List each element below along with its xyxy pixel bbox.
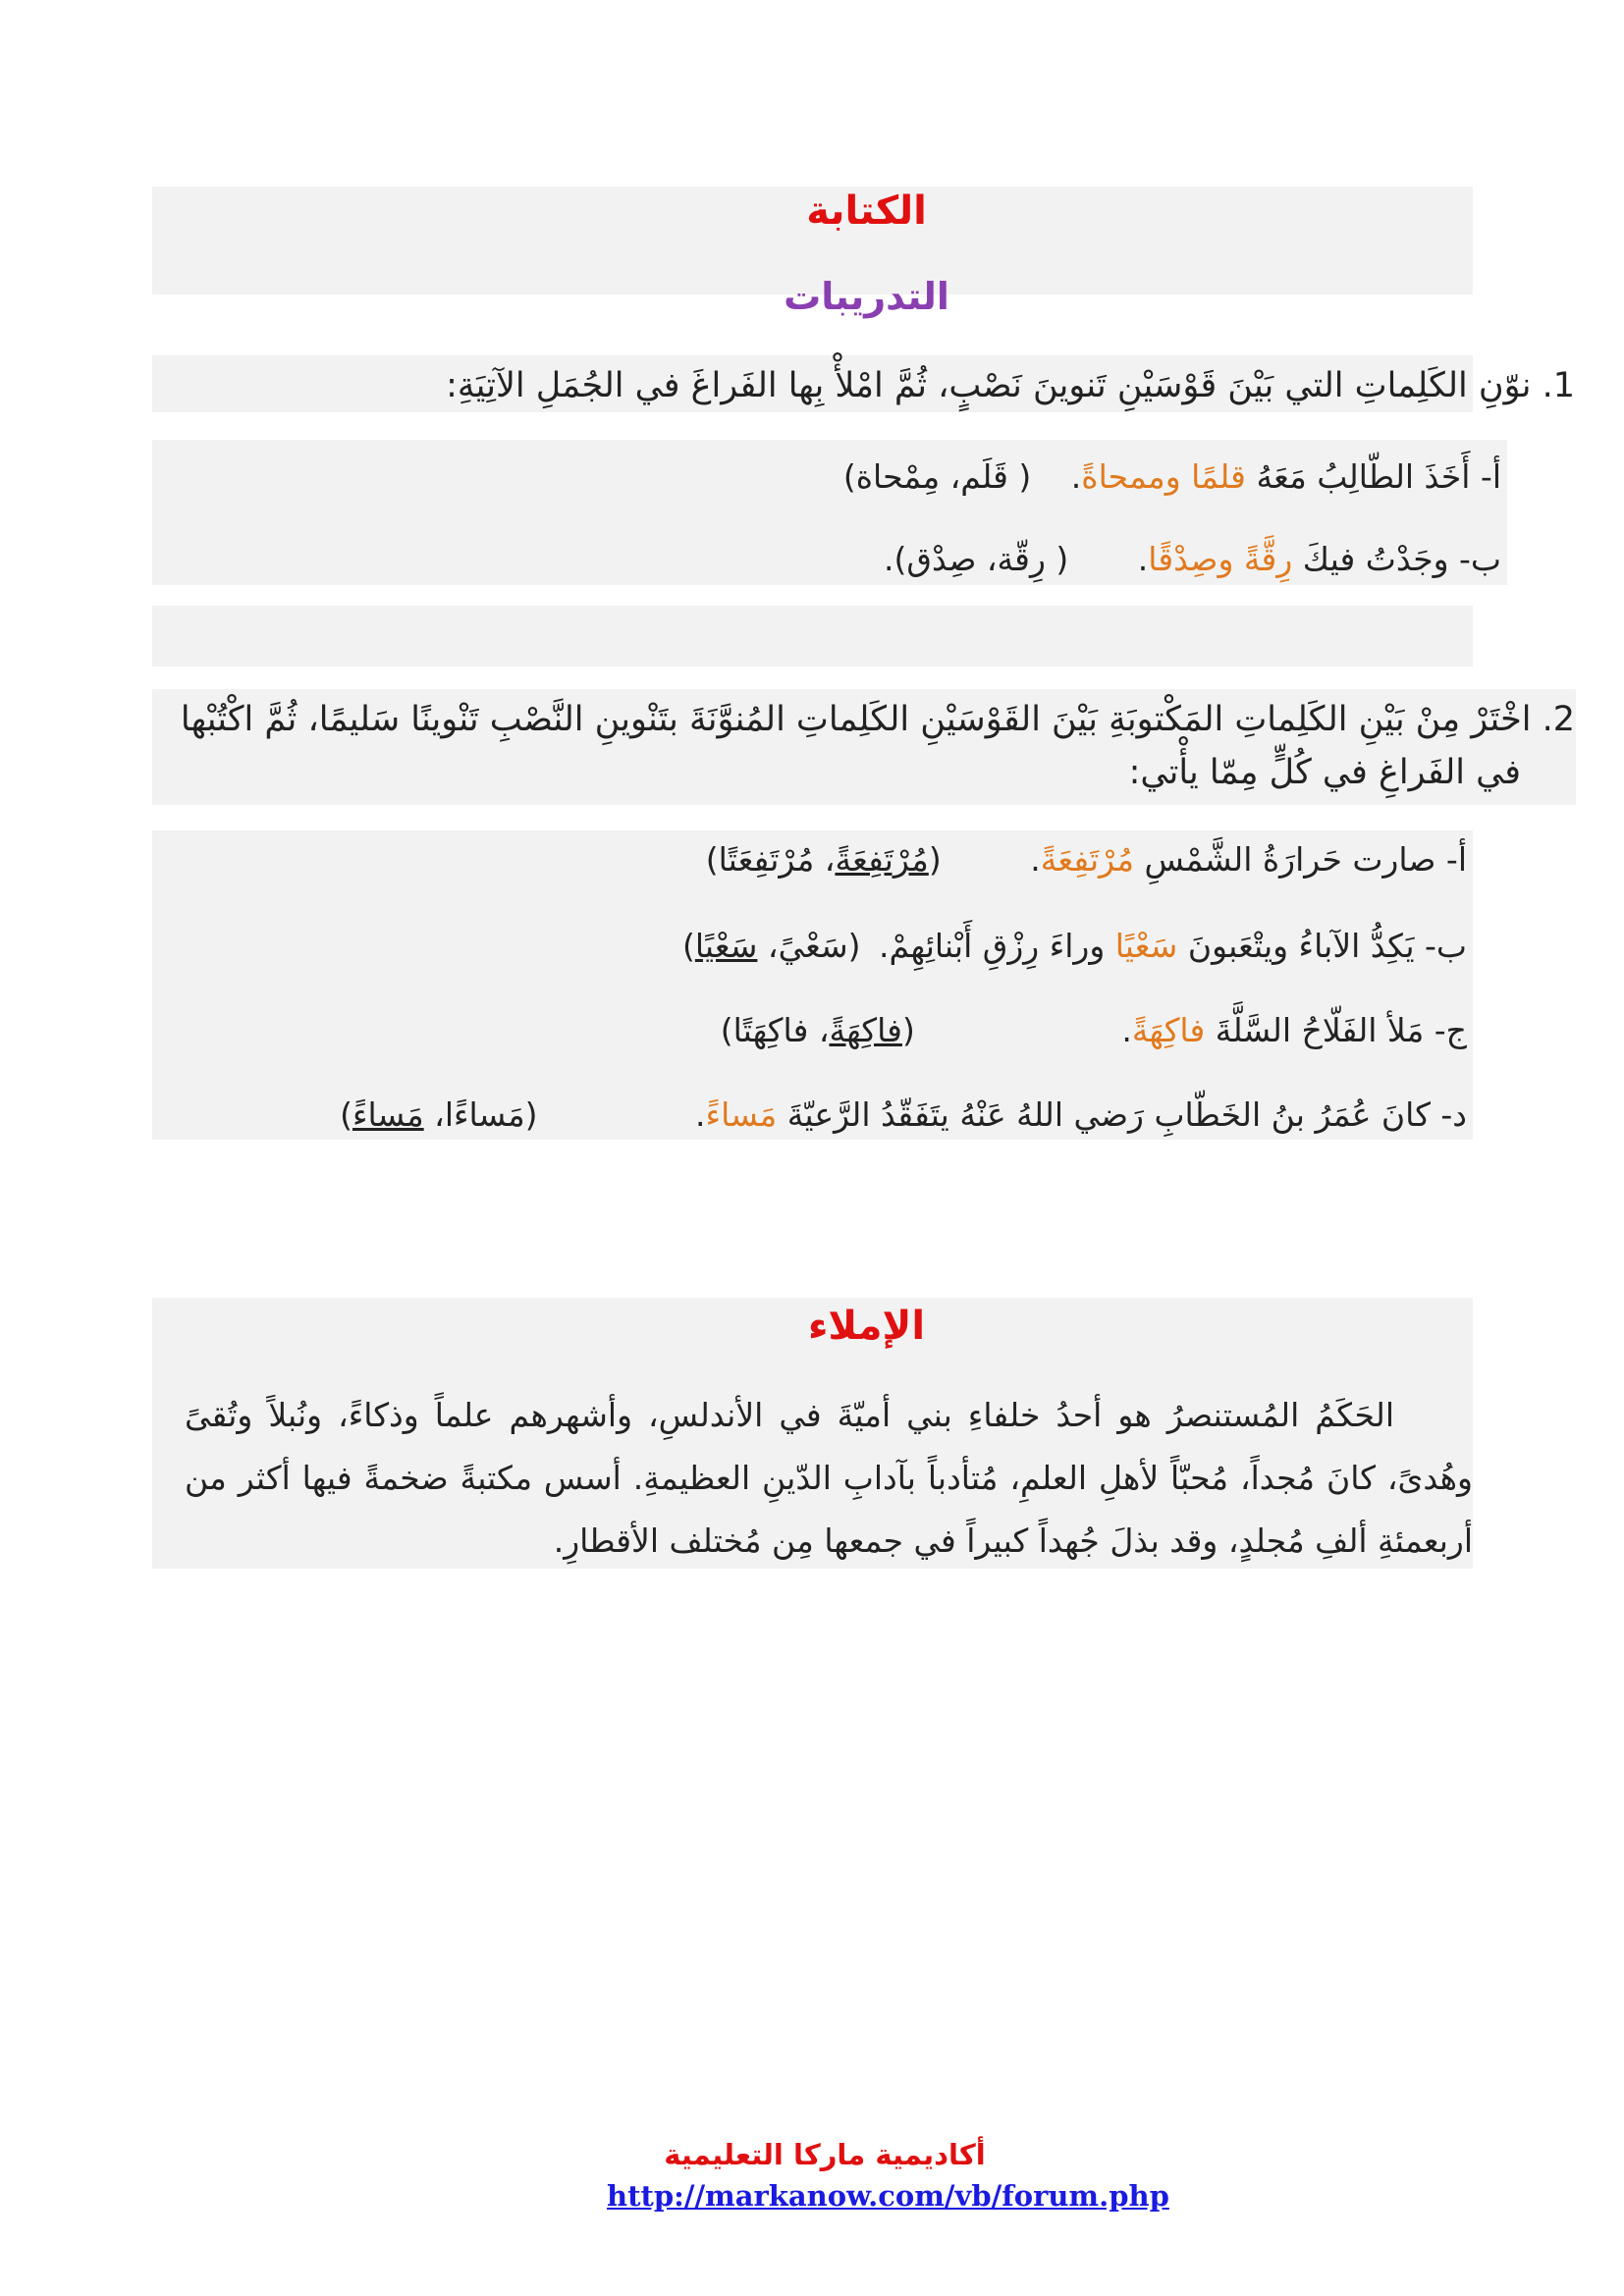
q2-item-b-options: (سَعْيً، سَعْيًا) [681, 927, 861, 965]
q2-item-c-answer: فاكِهَةً [1131, 1011, 1206, 1049]
q2-instruction-line2: في الفَراغِ في كُلٍّ مِمّا يأْتي: [1128, 753, 1521, 792]
academy-name: أكاديمية ماركا التعليمية [664, 2138, 986, 2171]
empty-band [152, 606, 1473, 667]
q1-item-b-answer: رِقَّةً وصِدْقًا [1148, 540, 1293, 578]
q2-item-d: د- كانَ عُمَرُ بنُ الخَطّابِ رَضي اللهُ عَنْهُ يتَفَقّدُ الرَّعيّةَ مَساءً. (مَساءًا، مَساءً) [340, 1092, 1467, 1139]
q2-item-b: ب- يَكِدُّ الآباءُ ويتْعَبونَ سَعْيًا وراءَ رِزْقِ أَبْنائِهِمْ. (سَعْيً، سَعْيًا) [682, 923, 1467, 970]
q1-item-a: أ- أَخَذَ الطّالِبُ مَعَهُ قلمًا وممحاةً. ( قَلَم، مِمْحاة) [843, 454, 1501, 501]
writing-title: الكتابة [806, 188, 927, 234]
q1-instruction [102, 359, 1575, 412]
q2-item-c-options: (فاكِهَةً، فاكِهَتًا) [720, 1011, 915, 1049]
q2-item-a-answer: مُرْتَفِعَةً [1040, 840, 1135, 879]
q2-instruction [141, 693, 1575, 799]
dictation-paragraph: الحَكَمُ المُستنصرُ هو أحدُ خلفاءِ بني أميّةَ في الأندلسِ، وأشهرهم علماً وذكاءً، ونُبلاً وتُقىً وهُدىً، كانَ مُجداً، مُحبّاً لأهلِ العلمِ، مُتأدباً بآدابِ الدّينِ العظيمةِ. أسس مكتبةً ضخمةً فيها أكثر من أربعمئةِ ألفِ مُجلدٍ، وقد بذلَ جُهداً كبيراً في جمعها مِن مُختلف الأقطارِ. [185, 1396, 1473, 1560]
q1-number: 1. [1542, 366, 1575, 405]
q1-instruction-text: نوّنِ الكَلِماتِ التي بَيْنَ قَوْسَيْنِ تَنوينَ نَصْبٍ، ثُمَّ امْلأْ بِها الفَراغَ في الجُمَلِ الآتِيَةِ: [446, 366, 1532, 405]
exercises-subtitle: التدريبات [784, 275, 949, 318]
q2-item-a: أ- صارت حَرارَةُ الشَّمْسِ مُرْتَفِعَةً. (مُرْتَفِعَةً، مُرْتَفِعَتًا) [706, 836, 1467, 883]
forum-link[interactable]: http://markanow.com/vb/forum.php [607, 2179, 1169, 2213]
q1-item-a-options: ( قَلَم، مِمْحاة) [842, 457, 1032, 496]
q2-instruction-line1: 2. اخْتَرْ مِنْ بَيْنِ الكَلِماتِ المَكْتوبَةِ بَيْنَ القَوْسَيْنِ الكَلِماتِ المُنوَّنَةَ بتَنْوينِ النَّصْبِ تَنْوينًا سَليمًا، ثُمَّ اكْتُبْها [180, 700, 1575, 739]
q2-number: 2. [1542, 700, 1575, 739]
q1-item-b: ب- وجَدْتُ فيكَ رِقَّةً وصِدْقًا. ( رِقّة، صِدْق). [884, 536, 1501, 583]
q2-item-a-options: (مُرْتَفِعَةً، مُرْتَفِعَتًا) [705, 840, 942, 879]
q2-item-d-answer: مَساءً [705, 1095, 778, 1134]
q1-item-b-options: ( رِقّة، صِدْق). [884, 540, 1069, 578]
q2-item-d-options: (مَساءًا، مَساءً) [340, 1095, 538, 1134]
q1-item-a-answer: قلمًا وممحاةً [1081, 457, 1246, 496]
q2-item-b-answer: سَعْيًا [1114, 927, 1178, 965]
dictation-title: الإملاء [807, 1304, 926, 1349]
q2-item-c: ج- مَلأ الفَلّاحُ السَّلَّةَ فاكِهَةً. (فاكِهَةً، فاكِهَتًا) [721, 1007, 1467, 1054]
